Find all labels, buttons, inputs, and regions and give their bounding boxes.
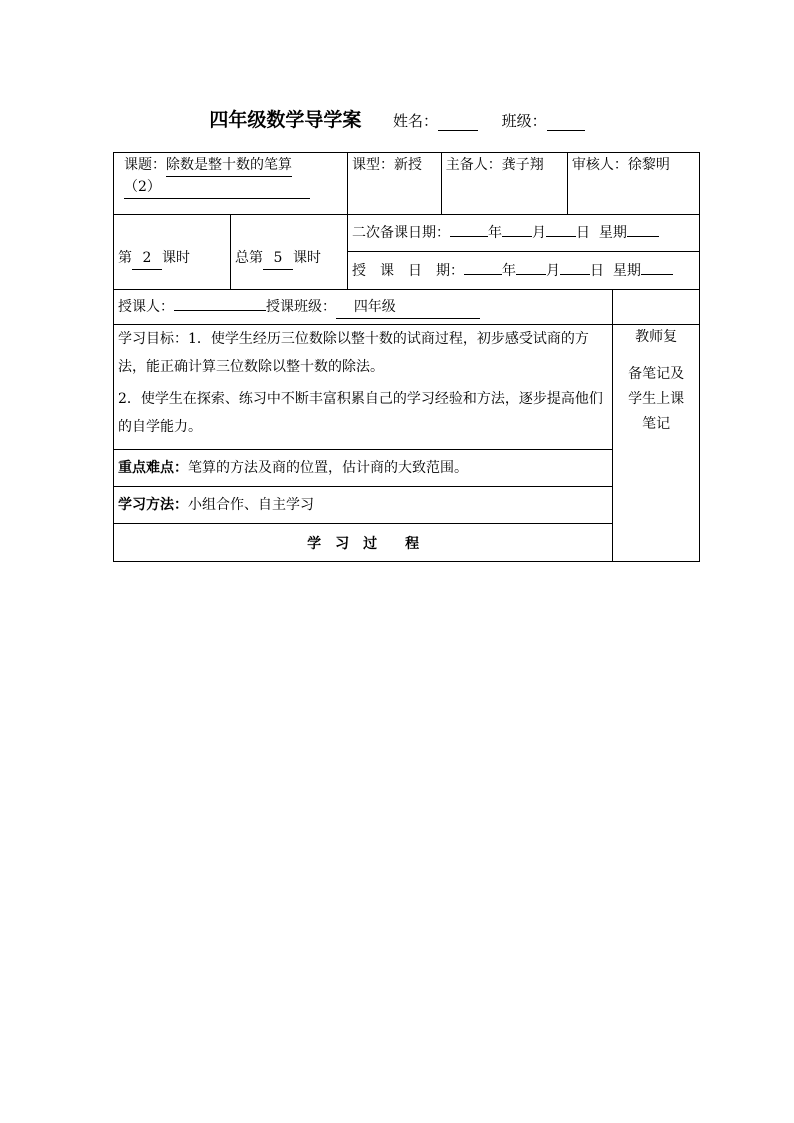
teach-class-label: 授课班级： bbox=[266, 298, 336, 315]
second-prep-day-blank[interactable] bbox=[546, 222, 576, 237]
lesson-type-cell bbox=[347, 153, 441, 215]
second-prep-month-blank[interactable] bbox=[502, 222, 532, 237]
day-label: 日 bbox=[575, 225, 590, 241]
year-label: 年 bbox=[487, 225, 502, 241]
second-prep-date-cell bbox=[347, 215, 699, 252]
lesson-number: 2 bbox=[132, 248, 162, 270]
reviewer-label: 审核人：徐黎明 bbox=[571, 157, 670, 173]
key-points-text: 笔算的方法及商的位置，估计商的大致范围。 bbox=[188, 460, 468, 476]
weekday-label: 星期 bbox=[598, 225, 627, 241]
second-prep-label: 二次备课日期： bbox=[351, 225, 450, 241]
empty-side-cell bbox=[613, 290, 700, 325]
topic-label: 课题： bbox=[124, 157, 166, 173]
topic-cell bbox=[114, 153, 348, 215]
teacher-label: 授课人： bbox=[118, 298, 174, 315]
name-label: 姓名： bbox=[392, 112, 438, 130]
notes-line-4: 笔记 bbox=[642, 416, 671, 432]
second-prep-weekday-blank[interactable] bbox=[627, 222, 659, 237]
document-title: 四年级数学导学案 bbox=[209, 109, 362, 131]
teach-date-label: 授 课 日 期： bbox=[351, 262, 464, 279]
day-label: 日 bbox=[589, 262, 604, 279]
document-header bbox=[0, 105, 794, 132]
teacher-class-cell bbox=[114, 290, 613, 325]
class-blank[interactable] bbox=[547, 112, 585, 131]
topic-subtitle: （2） bbox=[124, 177, 310, 199]
lesson-plan-table bbox=[113, 152, 700, 562]
teacher-notes-cell bbox=[613, 325, 700, 562]
author-cell bbox=[441, 153, 567, 215]
goal-1: 学习目标：1．使学生经历三位数除以整十数的试商过程，初步感受试商的方法，能正确计算三位数除以整十数的除法。 bbox=[118, 331, 589, 375]
teach-weekday-blank[interactable] bbox=[641, 260, 673, 275]
lesson-number-cell bbox=[114, 215, 231, 290]
teacher-blank[interactable] bbox=[174, 296, 266, 311]
key-points-label: 重点难点： bbox=[118, 460, 188, 476]
notes-line-3: 学生上课 bbox=[628, 391, 685, 407]
notes-line-2: 备笔记及 bbox=[628, 366, 685, 382]
notes-line-1: 教师复 bbox=[635, 329, 678, 345]
month-label: 月 bbox=[545, 262, 560, 279]
total-lesson-cell bbox=[230, 215, 347, 290]
total-number: 5 bbox=[263, 248, 293, 270]
teach-day-blank[interactable] bbox=[560, 260, 590, 275]
weekday-label: 星期 bbox=[612, 262, 641, 279]
teach-date-cell bbox=[347, 252, 699, 290]
class-label: 班级： bbox=[501, 112, 547, 130]
lesson-type-label: 课型：新授 bbox=[351, 157, 422, 173]
teach-year-blank[interactable] bbox=[464, 260, 502, 275]
teach-class-text: 四年级 bbox=[353, 298, 396, 315]
topic-title: 除数是整十数的笔算 bbox=[166, 155, 292, 177]
reviewer-cell bbox=[567, 153, 699, 215]
lesson-suffix: 课时 bbox=[162, 250, 190, 266]
learning-process-cell bbox=[114, 524, 613, 562]
learning-method-cell bbox=[114, 487, 613, 524]
goal-2: 2．使学生在探索、练习中不断丰富积累自己的学习经验和方法，逐步提高他们的自学能力。 bbox=[118, 391, 603, 435]
total-suffix: 课时 bbox=[292, 250, 321, 266]
teach-month-blank[interactable] bbox=[516, 260, 546, 275]
learning-method-text: 小组合作、自主学习 bbox=[188, 497, 314, 513]
second-prep-year-blank[interactable] bbox=[450, 222, 488, 237]
year-label: 年 bbox=[501, 262, 516, 279]
learning-method-label: 学习方法： bbox=[118, 497, 188, 513]
total-prefix: 总第 bbox=[234, 250, 263, 266]
learning-process-label: 学 习 过 程 bbox=[307, 535, 420, 552]
key-points-cell bbox=[114, 450, 613, 487]
learning-goals-cell bbox=[114, 325, 613, 450]
month-label: 月 bbox=[531, 225, 546, 241]
author-label: 主备人：龚子翔 bbox=[445, 157, 544, 173]
name-blank[interactable] bbox=[438, 112, 478, 131]
teach-class-value bbox=[336, 297, 480, 319]
lesson-prefix: 第 bbox=[118, 250, 132, 266]
